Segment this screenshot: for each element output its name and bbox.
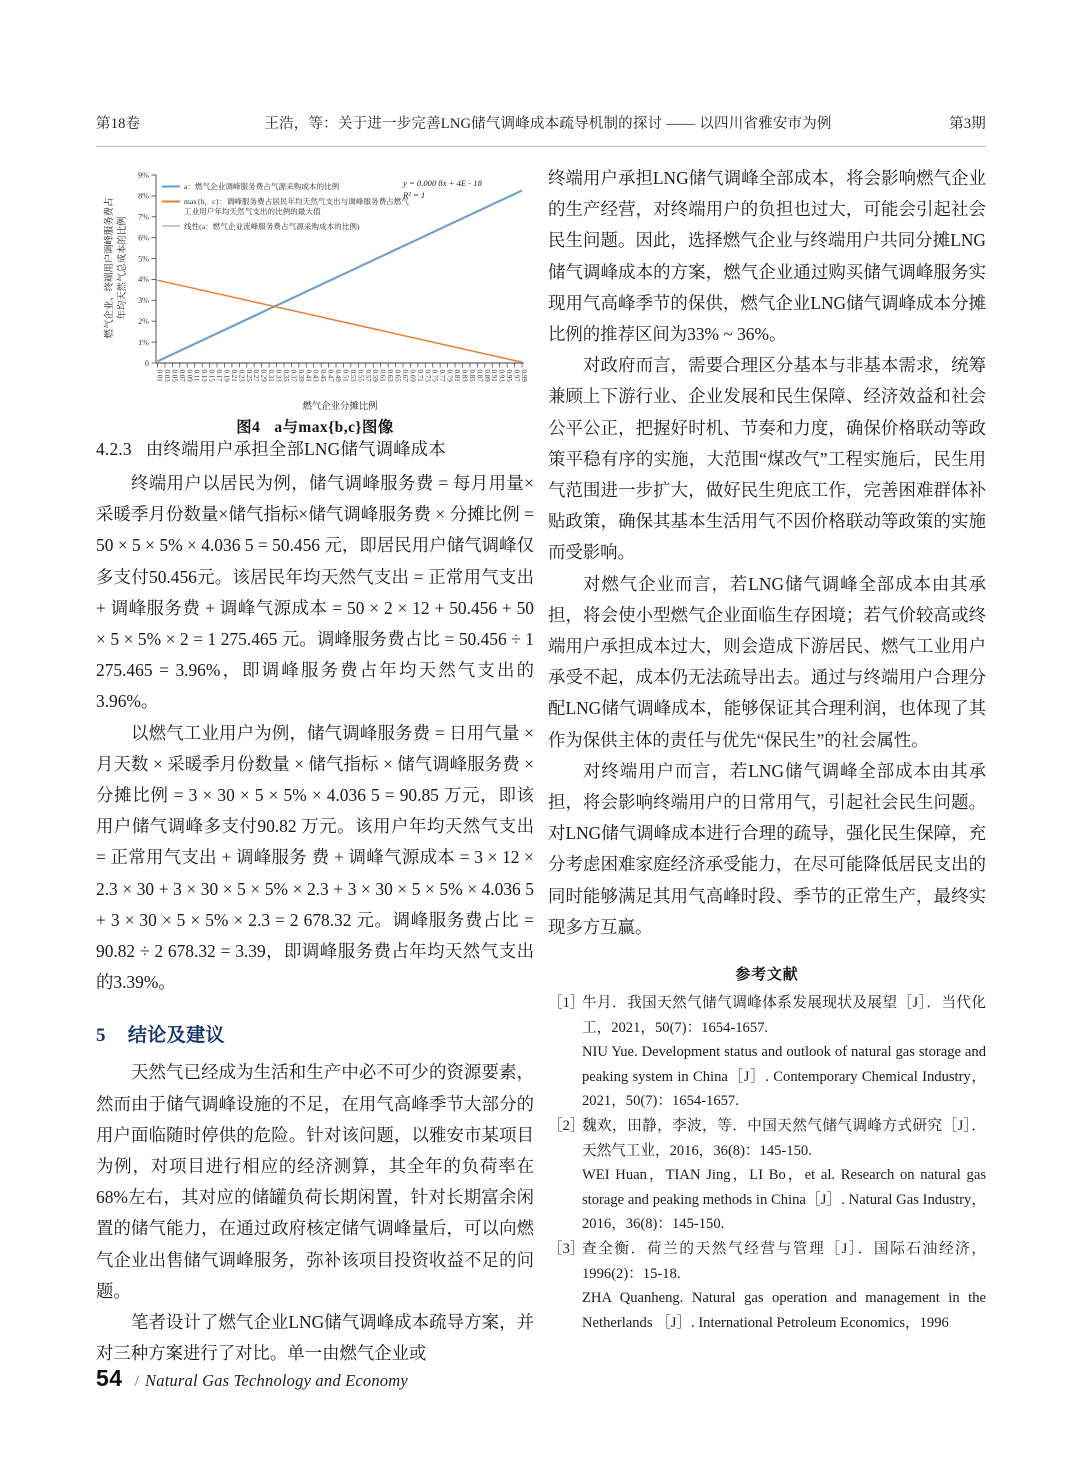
svg-text:0.49: 0.49 [334,369,343,382]
chart-equation-annotation [402,178,483,200]
reference-tag: ［3］ [548,1241,585,1258]
page-footer [96,1365,408,1392]
paragraph-resident-example: 终端用户以居民为例，储气调峰服务费 = 每月用量×采暖季月份数量×储气指标×储气调峰服务费 × 分摊比例 = 50 × 5 × 5% × 4.036 5 = 50.456 元，即居民用户储气调峰仅多支付50.456元。该居民年均天然气支出 = 正常用气支出 + 调峰服务费 + 调峰气源成本 = 50 × 2 × 12 + 50.456 + 50 × 5 × 5% × 2 = 1 275.465 元。调峰服务费占比 = 50.456 ÷ 1 275.465 = 3.96%，即调峰服务费占年均天然气支出的3.96%。 [96,473,534,712]
svg-text:0.69: 0.69 [408,369,417,382]
svg-text:0.77: 0.77 [438,369,447,382]
chart-y-ticks [138,171,156,368]
svg-text:0.61: 0.61 [378,369,387,382]
svg-text:0.87: 0.87 [475,369,484,382]
journal-title: Natural Gas Technology and Economy [145,1371,408,1390]
svg-text:0.71: 0.71 [415,369,424,382]
svg-text:0.39: 0.39 [296,369,305,382]
chart-series [158,191,523,363]
svg-text:0.19: 0.19 [222,369,231,382]
running-head-title: 王浩，等：关于进一步完善LNG储气调峰成本疏导机制的探讨 —— 以四川省雅安市为例 [264,116,832,132]
svg-text:0.31: 0.31 [267,369,276,382]
reference-en: NIU Yue. Development status and outlook of natural gas storage and peaking system in China［J］. Contemporary Chemical Industry，2021，50(7)：1654-1657. [582,1044,986,1110]
svg-text:8%: 8% [138,191,149,201]
svg-text:y = 0.000 8x + 4E - 18: y = 0.000 8x + 4E - 18 [403,178,482,188]
chart-a-vs-max-bc [96,163,534,413]
svg-text:0.43: 0.43 [311,369,320,382]
left-column [96,163,534,1369]
svg-text:0.67: 0.67 [400,369,409,382]
reference-cn: 查全衡．荷兰的天然气经营与管理［J］．国际石油经济，1996(2)：15-18. [582,1241,986,1282]
chart-legend [162,181,409,231]
svg-text:0.57: 0.57 [363,369,372,382]
running-head [96,112,986,142]
svg-text:0.79: 0.79 [445,369,454,382]
svg-text:5%: 5% [138,254,149,264]
svg-text:0.83: 0.83 [460,369,469,382]
subsection-heading-423 [96,435,534,460]
running-head-issue: 第3期 [949,116,986,132]
reference-cn: 牛月．我国天然气储气调峰体系发展现状及展望［J］．当代化工，2021，50(7)：1654-1657. [582,995,986,1036]
paragraph-gas-enterprise: 对燃气企业而言，若LNG储气调峰全部成本由其承担，将会使小型燃气企业面临生存困境；若气价较高或终端用户承担成本过大，则会造成下游居民、燃气工业用户承受不起，成本仍无法疏导出去。通过与终端用户合理分配LNG储气调峰成本，能够保证其合理利润，也体现了其作为保供主体的责任与优先“保民生”的社会属性。 [548,573,986,750]
svg-text:0.05: 0.05 [170,369,179,382]
svg-text:0.15: 0.15 [207,369,216,382]
svg-text:max{b，c}：调峰服务费占居民年均天然气支出与调峰服务费: max{b，c}：调峰服务费占居民年均天然气支出与调峰服务费占燃气 [184,197,409,207]
svg-text:0.25: 0.25 [244,369,253,382]
figure-caption-text: a与max{b,c}图像 [274,419,394,436]
chart-x-axis-label: 燃气企业分摊比例 [302,402,378,412]
svg-text:0.03: 0.03 [162,369,171,382]
running-head-volume: 第18卷 [96,116,141,132]
svg-text:0.95: 0.95 [505,369,514,382]
svg-text:R² = 1: R² = 1 [403,190,426,200]
svg-text:0.75: 0.75 [430,369,439,382]
svg-text:0: 0 [144,358,149,368]
svg-text:工业用户年均天然气支出的比例的最大值: 工业用户年均天然气支出的比例的最大值 [184,207,321,217]
svg-text:4%: 4% [138,275,149,285]
svg-text:0.89: 0.89 [482,369,491,382]
svg-text:0.13: 0.13 [200,369,209,382]
svg-text:0.17: 0.17 [215,369,224,382]
series-line-max-bc [158,280,523,362]
svg-text:0.59: 0.59 [371,369,380,382]
section-heading-5 [96,1020,534,1047]
svg-text:0.09: 0.09 [185,369,194,382]
paragraph-industrial-example: 以燃气工业用户为例，储气调峰服务费 = 日用气量 × 月天数 × 采暖季月份数量 × 储气指标 × 储气调峰服务费 × 分摊比例 = 3 × 30 × 5 × 5% × 4.036 5 = 90.85 万元，即该用户储气调峰多支付90.82 万元。该用户年均天然气支出 = 正常用气支出 + 调峰服务 费 + 调峰气源成本 = 3 × 12 × 2.3 × 30 + 3 × 30 × 5 × 5% × 2.3 + 3 × 30 × 5 × 5% × 4.036 5 + 3 × 30 × 5 × 5% × 2.3 = 2 678.32 元。调峰服务费占比 = 90.82 ÷ 2 678.32 = 3.39，即调峰服务费占年均天然气支出的3.39%。 [96,722,534,993]
svg-text:0.45: 0.45 [319,369,328,382]
references-heading: 参考文献 [735,967,799,984]
svg-text:6%: 6% [138,233,149,243]
svg-text:7%: 7% [138,212,149,222]
reference-body [582,1237,986,1335]
svg-text:0.37: 0.37 [289,369,298,382]
reference-cn: 魏欢，田静，李波，等．中国天然气储气调峰方式研究［J］．天然气工业，2016，36(8)：145-150. [582,1118,986,1159]
svg-text:0.07: 0.07 [177,369,186,382]
svg-text:0.63: 0.63 [386,369,395,382]
svg-text:0.73: 0.73 [423,369,432,382]
svg-text:0.55: 0.55 [356,369,365,382]
reference-body [582,1114,986,1237]
section-title: 结论及建议 [127,1025,225,1047]
right-column [548,163,986,1335]
svg-text:0.33: 0.33 [274,369,283,382]
reference-item [548,1114,986,1237]
chart-y-axis-label-line1: 燃气企业、终端用户调峰服务费占 [105,197,115,339]
paragraph-conclusion-2: 笔者设计了燃气企业LNG储气调峰成本疏导方案，并对三种方案进行了对比。单一由燃气企业或 [96,1312,534,1364]
figure-4 [96,163,534,436]
reference-tag: ［2］ [548,1118,585,1135]
svg-text:0.91: 0.91 [490,369,499,382]
svg-text:1%: 1% [138,337,149,347]
figure-caption [96,415,534,437]
svg-text:线性(a：燃气企业流峰服务费占气源采购成本的比例): 线性(a：燃气企业流峰服务费占气源采购成本的比例) [184,221,360,231]
svg-text:0.29: 0.29 [259,369,268,382]
svg-text:0.41: 0.41 [304,369,313,382]
svg-text:0.85: 0.85 [467,369,476,382]
reference-tag: ［1］ [548,995,585,1012]
svg-text:0.65: 0.65 [393,369,402,382]
svg-text:0.99: 0.99 [520,369,528,382]
svg-text:2%: 2% [138,317,149,326]
reference-item [548,1237,986,1335]
header-divider [96,146,986,147]
chart-y-axis-label-line2: 年均天然气总成本的比例 [118,216,128,320]
paragraph-conclusion-1: 天然气已经成为生活和生产中必不可少的资源要素，然而由于储气调峰设施的不足，在用气高峰季节大部分的用户面临随时停供的危险。针对该问题，以雅安市某项目为例，对项目进行相应的经济测算，其全年的负荷率在68%左右，其对应的储罐负荷长期闲置，针对长期富余闲置的储气能力，在通过政府核定储气调峰量后，可以向燃气企业出售储气调峰服务，弥补该项目投资收益不足的问题。 [96,1062,534,1301]
svg-text:0.47: 0.47 [326,369,335,382]
section-number: 5 [96,1025,106,1047]
svg-text:3%: 3% [138,296,149,306]
svg-text:0.01: 0.01 [155,369,164,382]
paragraph-right-1: 终端用户承担LNG储气调峰全部成本，将会影响燃气企业的生产经营，对终端用户的负担也过大，可能会引起社会民生问题。因此，选择燃气企业与终端用户共同分摊LNG储气调峰成本的方案，燃气企业通过购买储气调峰服务实现用气高峰季节的保供，燃气企业LNG储气调峰成本分摊比例的推荐区间为33% ~ 36%。 [548,168,986,345]
svg-text:0.53: 0.53 [348,369,357,382]
paragraph-government: 对政府而言，需要合理区分基本与非基本需求，统筹兼顾上下游行业、企业发展和民生保障、经济效益和社会公平公正，把握好时机、节奏和力度，确保价格联动等政策平稳有序的实施，大范围“煤改气”工程实施后，民生用气范围进一步扩大，做好民生兜底工作，完善困难群体补贴政策，确保其基本生活用气不因价格联动等政策的实施而受影响。 [548,355,986,563]
subsection-title: 由终端用户承担全部LNG储气调峰成本 [145,439,446,459]
footer-slash: / [134,1373,140,1390]
svg-text:0.23: 0.23 [237,369,246,382]
reference-body [582,991,986,1114]
svg-text:0.35: 0.35 [281,369,290,382]
svg-text:0.27: 0.27 [252,369,261,382]
figure-caption-label: 图4 [236,419,261,436]
svg-text:0.81: 0.81 [453,369,462,382]
svg-text:0.97: 0.97 [512,369,521,382]
page-number: 54 [96,1365,123,1391]
chart-x-ticks [156,363,529,382]
reference-en: WEI Huan，TIAN Jing，LI Bo，et al. Research on natural gas storage and peaking methods in China［J］. Natural Gas Industry，2016，36(8)：145-150. [582,1167,986,1233]
reference-en: ZHA Quanheng. Natural gas operation and management in the Netherlands ［J］. International Petroleum Economics，1996 [582,1290,986,1331]
svg-text:0.93: 0.93 [497,369,506,382]
svg-text:9%: 9% [138,170,149,180]
svg-text:0.51: 0.51 [341,369,350,382]
svg-text:a：燃气企业调峰服务费占气源采购成本的比例: a：燃气企业调峰服务费占气源采购成本的比例 [184,182,340,192]
paragraph-end-user: 对终端用户而言，若LNG储气调峰全部成本由其承担，将会影响终端用户的日常用气，引起社会民生问题。对LNG储气调峰成本进行合理的疏导，强化民生保障，充分考虑困难家庭经济承受能力，在尽可能降低居民支出的同时能够满足其用气高峰时段、季节的正常生产，最终实现多方互赢。 [548,760,986,937]
svg-text:0.21: 0.21 [229,369,238,382]
subsection-number: 4.2.3 [96,439,132,459]
reference-item [548,991,986,1114]
svg-text:0.11: 0.11 [192,369,201,382]
